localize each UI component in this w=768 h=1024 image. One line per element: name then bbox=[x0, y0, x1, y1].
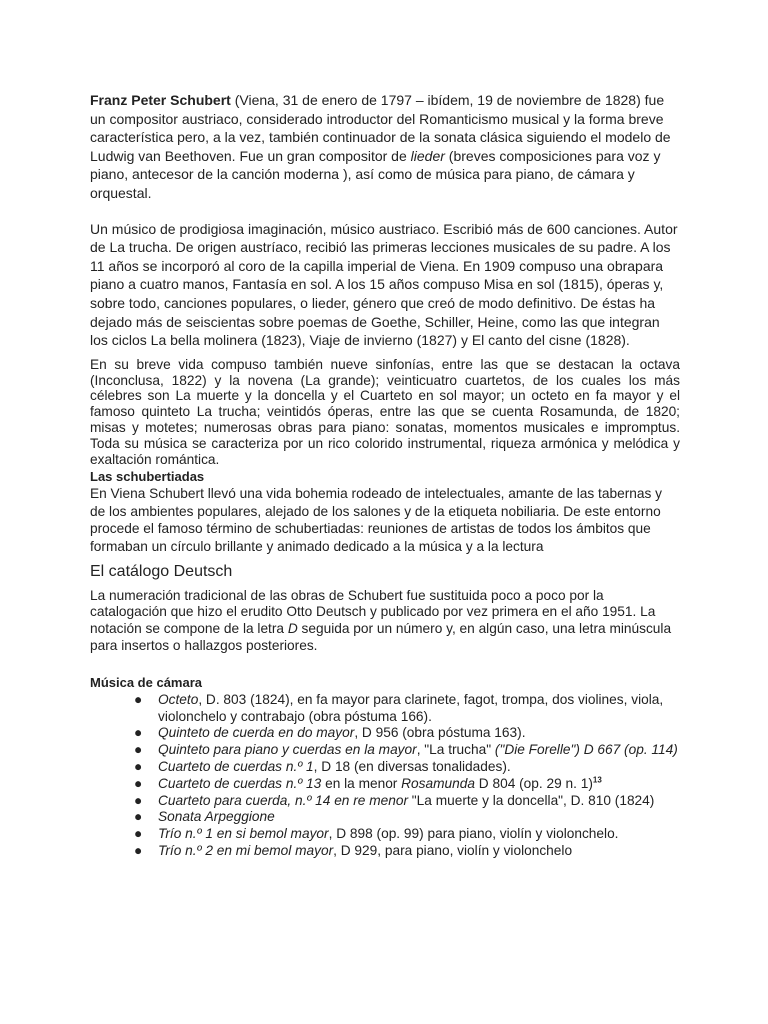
list-item bbox=[90, 826, 680, 843]
list-item bbox=[90, 742, 680, 759]
composer-name: Franz Peter Schubert bbox=[90, 92, 231, 108]
works-paragraph: En su breve vida compuso también nueve sinfonías, entre las que se destacan la octava (Inconclusa, 1822) y la novena (La grande); veinticuatro cuartetos, de los cuales los más célebres son La muerte y la doncella y el Cuarteto en sol mayor; un octeto en fa mayor y el famoso quinteto La trucha; veintidós óperas, entre las que se cuenta Rosamunda, de 1820; misas y motetes; numerosas obras para piano: sonatas, momentos musicales e impromptus. Toda su música se caracteriza por un rico colorido instrumental, riqueza armónica y melódica y exaltación romántica. bbox=[90, 356, 680, 467]
list-item bbox=[90, 692, 680, 726]
work-detail: , D 18 (en diversas tonalidades). bbox=[313, 759, 511, 775]
catalogo-heading: El catálogo Deutsch bbox=[90, 562, 233, 580]
list-item bbox=[90, 793, 680, 810]
camara-heading: Música de cámara bbox=[90, 674, 203, 690]
work-title: Cuarteto para cuerda, n.º 14 en re menor bbox=[158, 792, 408, 808]
work-title: Octeto bbox=[158, 691, 199, 707]
biography-paragraph: Un músico de prodigiosa imaginación, músico austriaco. Escribió más de 600 canciones. Autor de La trucha. De origen austríaco, recibió las primeras lecciones musicales de su padre. A los 11 años se incorporó al coro de la capilla imperial de Viena. En 1909 compuso una obrapara piano a cuatro manos, Fantasía en sol. A los 15 años compuso Misa en sol (1815), óperas y, sobre todo, canciones populares, o lieder, género que creó de modo definitivo. De éstas ha dejado más de seiscientas sobre poemas de Goethe, Schiller, Heine, como las que integran los ciclos La bella molinera (1823), Viaje de invierno (1827) y El canto del cisne (1828). bbox=[90, 220, 678, 349]
bullet-icon: ● bbox=[134, 725, 143, 741]
catalogo-text-end: seguida por un número y, en algún caso, una letra minúscula para insertos o hallazgos posteriores. bbox=[90, 621, 672, 654]
work-detail: , "La trucha" bbox=[416, 742, 495, 758]
work-title: Quinteto para piano y cuerdas en la mayor bbox=[158, 742, 417, 758]
catalogo-letter: D bbox=[287, 621, 298, 637]
bullet-icon: ● bbox=[134, 759, 143, 775]
work-title: Sonata Arpeggione bbox=[158, 809, 275, 825]
work-title: Trío n.º 2 en mi bemol mayor bbox=[158, 843, 334, 859]
work-title-extra: Rosamunda bbox=[401, 775, 475, 791]
bullet-icon: ● bbox=[134, 792, 143, 808]
work-detail: , D. 803 (1824), en fa mayor para clarinete, fagot, trompa, dos violines, viola, violonchelo y contrabajo (obra póstuma 166). bbox=[158, 691, 664, 724]
bullet-icon: ● bbox=[134, 775, 143, 791]
work-title: Trío n.º 1 en si bemol mayor bbox=[158, 826, 329, 842]
camara-list bbox=[90, 692, 680, 860]
list-item bbox=[90, 843, 680, 860]
catalogo-text: La numeración tradicional de las obras de Schubert fue sustituida poco a poco por la catalogación que hizo el erudito Otto Deutsch y publicado por vez primera en el año 1951. La notación se compone de la letra bbox=[90, 587, 656, 637]
schubertiadas-paragraph: En Viena Schubert llevó una vida bohemia rodeado de intelectuales, amante de las tabernas y de los ambientes populares, alejado de los salones y de la etiqueta nobiliaria. De este entorno procede el famoso término de schubertiadas: reuniones de artistas de todos los ámbitos que formaban un círculo brillante y animado dedicado a la música y a la lectura bbox=[90, 486, 662, 555]
bullet-icon: ● bbox=[134, 691, 143, 707]
work-detail: en la menor bbox=[321, 775, 402, 791]
list-item bbox=[90, 809, 680, 826]
footnote-ref[interactable]: 13 bbox=[592, 775, 602, 785]
work-detail: , D 898 (op. 99) para piano, violín y violonchelo. bbox=[328, 826, 619, 842]
intro-text: (Viena, 31 de enero de 1797 – ibídem, 19 de noviembre de 1828) fue un compositor austriaco, considerado introductor del Romanticismo musical y la forma breve característica pero, a la vez, también continuador de la sonata clásica siguiendo el modelo de Ludwig van Beethoven. Fue un gran compositor de bbox=[90, 92, 671, 164]
intro-paragraph bbox=[90, 91, 680, 203]
bullet-icon: ● bbox=[134, 843, 143, 859]
bullet-icon: ● bbox=[134, 809, 143, 825]
list-item bbox=[90, 725, 680, 742]
work-detail: , D 929, para piano, violín y violonchelo bbox=[333, 843, 573, 859]
work-detail: "La muerte y la doncella", D. 810 (1824) bbox=[408, 792, 655, 808]
bullet-icon: ● bbox=[134, 826, 143, 842]
lieder-term: lieder bbox=[410, 147, 445, 164]
list-item bbox=[90, 776, 680, 793]
work-detail-extra: D 804 (op. 29 n. 1) bbox=[474, 775, 593, 791]
work-title: Quinteto de cuerda en do mayor bbox=[158, 725, 355, 741]
bullet-icon: ● bbox=[134, 742, 143, 758]
list-item bbox=[90, 759, 680, 776]
intro-text-end: (breves composiciones para voz y piano, antecesor de la canción moderna ), así como de música para piano, de cámara y orquestal. bbox=[90, 147, 661, 201]
work-title: Cuarteto de cuerdas n.º 13 bbox=[158, 775, 322, 791]
work-title-extra: ("Die Forelle") D 667 (op. 114) bbox=[494, 742, 678, 758]
schubertiadas-heading: Las schubertiadas bbox=[90, 469, 205, 485]
catalogo-paragraph bbox=[90, 588, 680, 655]
document-page bbox=[90, 91, 680, 860]
work-title: Cuarteto de cuerdas n.º 1 bbox=[158, 759, 314, 775]
work-detail: , D 956 (obra póstuma 163). bbox=[354, 725, 526, 741]
